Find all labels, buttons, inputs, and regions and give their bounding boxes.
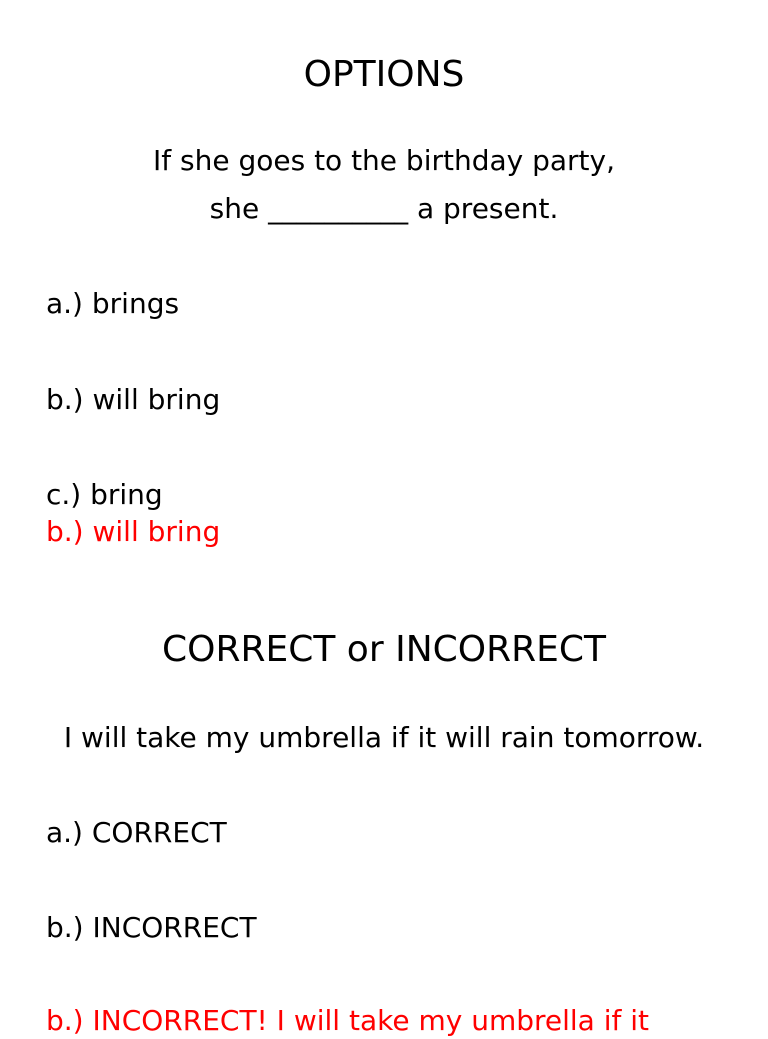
- question-line-1: If she goes to the birthday party,: [152, 144, 616, 177]
- question-line-2: she __________ a present.: [209, 192, 559, 225]
- answer-text-2: b.) INCORRECT! I will take my umbrella if it: [46, 1004, 650, 1037]
- option-a: a.) brings: [46, 287, 180, 320]
- option-c: c.) bring: [46, 478, 163, 511]
- option-correct: a.) CORRECT: [46, 816, 227, 849]
- statement: I will take my umbrella if it will rain tomorrow.: [63, 721, 705, 754]
- answer-text: b.) will bring: [46, 515, 221, 548]
- options-title: OPTIONS: [303, 54, 465, 95]
- correct-incorrect-title: CORRECT or INCORRECT: [161, 629, 606, 670]
- option-b: b.) will bring: [46, 383, 221, 416]
- option-incorrect: b.) INCORRECT: [46, 911, 257, 944]
